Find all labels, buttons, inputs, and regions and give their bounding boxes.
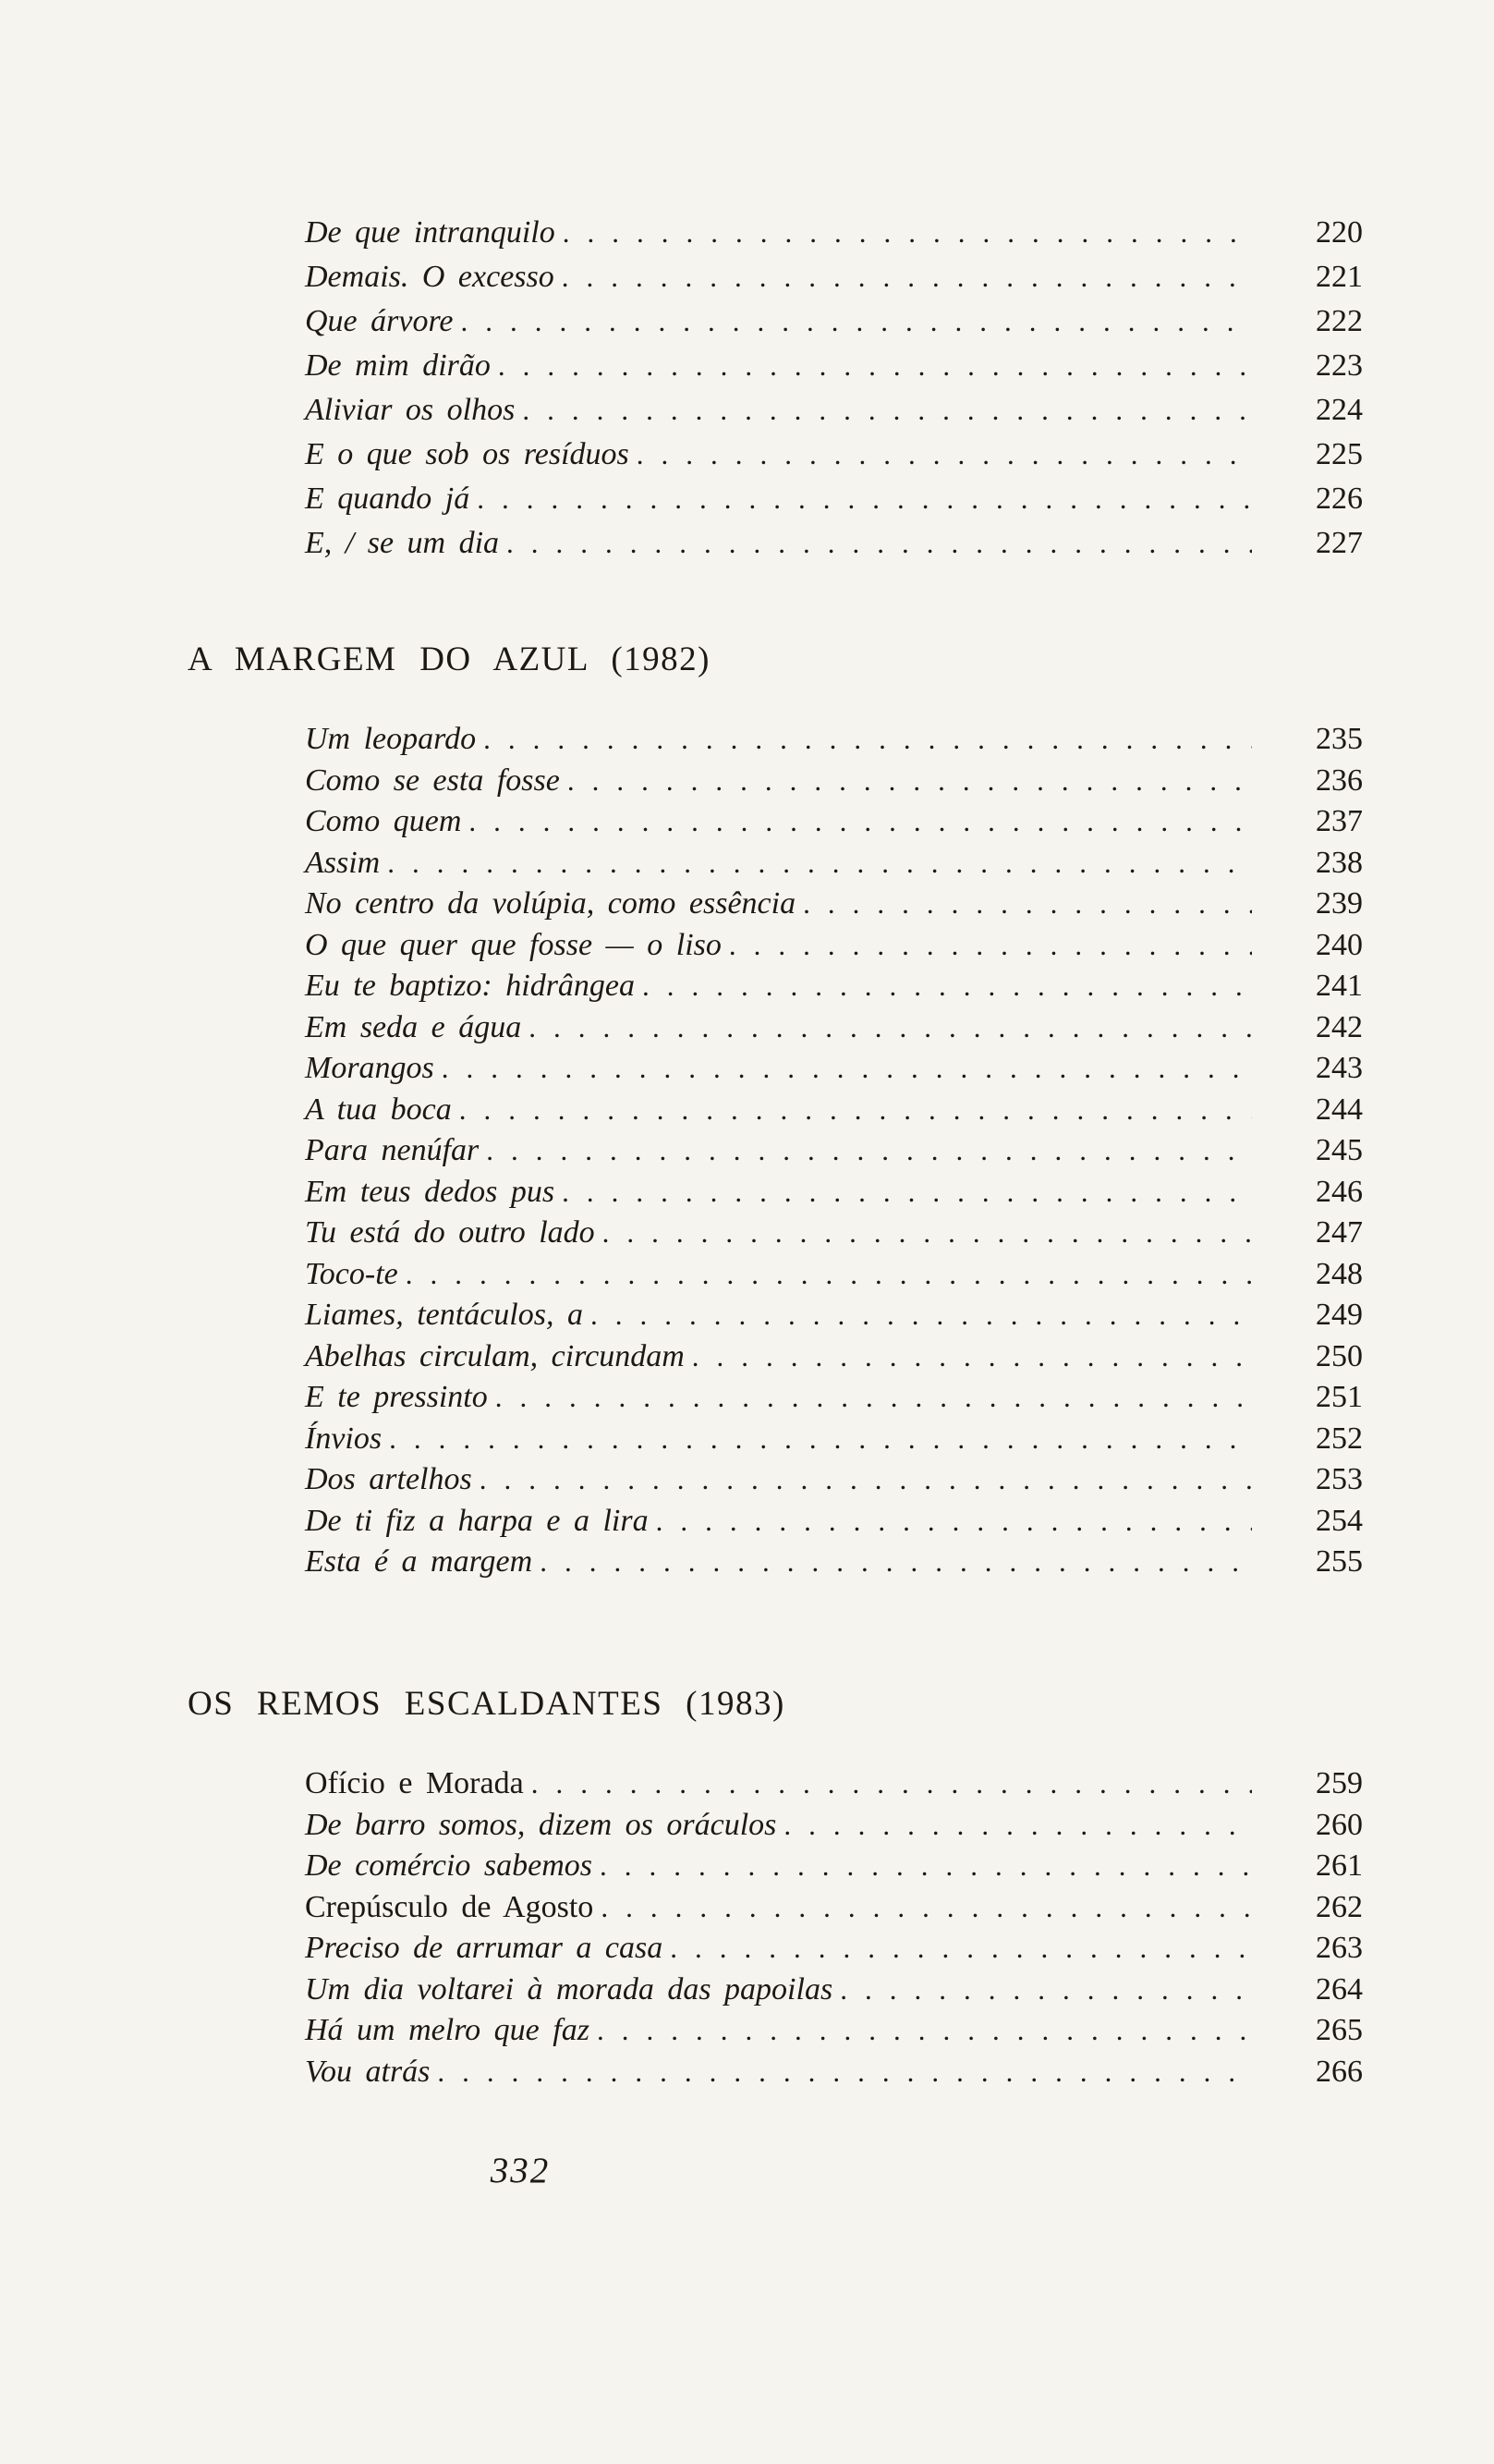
entry-page-number: 252 (1316, 1421, 1363, 1456)
entry-page-number: 255 (1316, 1544, 1363, 1579)
toc-entry (305, 2010, 1363, 2052)
dot-leader (461, 299, 1252, 344)
dot-leader (563, 211, 1252, 255)
entry-title: De mim dirão (305, 348, 491, 383)
dot-leader (540, 1542, 1252, 1583)
dot-leader (531, 1763, 1252, 1805)
dot-leader (562, 255, 1252, 299)
entry-title: E te pressinto (305, 1380, 488, 1414)
toc-entry (305, 1887, 1363, 1929)
entry-page-number: 253 (1316, 1462, 1363, 1496)
toc-entry (305, 719, 1363, 761)
toc-entry (305, 1254, 1363, 1296)
dot-leader (600, 1846, 1252, 1887)
dot-leader (522, 388, 1252, 433)
dot-leader (670, 1928, 1252, 1970)
toc-entry (305, 1377, 1363, 1419)
entry-title: Crepúsculo de Agosto (305, 1889, 594, 1924)
toc-entry (305, 344, 1363, 388)
dot-leader (437, 2052, 1252, 2093)
entry-page-number: 259 (1316, 1766, 1363, 1800)
dot-leader (692, 1336, 1252, 1378)
dot-leader (498, 344, 1252, 388)
toc-entry (305, 388, 1363, 433)
entry-page-number: 235 (1316, 722, 1363, 756)
toc-entry (305, 211, 1363, 255)
dot-leader (642, 966, 1252, 1007)
toc-entry (305, 761, 1363, 802)
entry-title: Em teus dedos pus (305, 1174, 555, 1209)
toc-entry (305, 1928, 1363, 1970)
toc-entry (305, 1501, 1363, 1543)
entry-page-number: 239 (1316, 886, 1363, 921)
dot-leader (506, 521, 1252, 566)
toc-entry (305, 1459, 1363, 1501)
dot-leader (602, 1213, 1252, 1254)
entry-title: Que árvore (305, 304, 454, 338)
toc-entry (305, 1846, 1363, 1887)
entry-title: Em seda e água (305, 1009, 522, 1044)
toc-entry (305, 843, 1363, 884)
entry-title: Um leopardo (305, 722, 477, 756)
toc-entry (305, 433, 1363, 477)
entry-page-number: 238 (1316, 845, 1363, 880)
toc-entry (305, 1048, 1363, 1090)
toc-entry (305, 299, 1363, 344)
entry-page-number: 224 (1316, 393, 1363, 427)
entry-title: Um dia voltarei à morada das papoilas (305, 1971, 833, 2007)
entry-title: Ínvios (305, 1421, 383, 1456)
entry-page-number: 260 (1316, 1807, 1363, 1842)
entry-title: O que quer que fosse — o liso (305, 927, 722, 962)
entry-title: Aliviar os olhos (305, 393, 516, 427)
toc-entry (305, 521, 1363, 566)
entry-title: Assim (305, 845, 381, 880)
entry-title: E quando já (305, 482, 470, 516)
dot-leader (495, 1377, 1252, 1419)
dot-leader (597, 2010, 1252, 2052)
entry-page-number: 254 (1316, 1503, 1363, 1538)
dot-leader (729, 925, 1252, 967)
entry-page-number: 221 (1316, 260, 1363, 294)
dot-leader (486, 1130, 1252, 1172)
section-heading: OS REMOS ESCALDANTES (1983) (188, 1685, 785, 1723)
entry-page-number: 227 (1316, 526, 1363, 560)
toc-entry (305, 1419, 1363, 1460)
entry-page-number: 266 (1316, 2054, 1363, 2089)
entry-title: Toco-te (305, 1256, 398, 1291)
entry-page-number: 223 (1316, 348, 1363, 383)
entry-page-number: 242 (1316, 1009, 1363, 1044)
entry-page-number: 246 (1316, 1174, 1363, 1209)
toc-entry (305, 1172, 1363, 1214)
entry-title: Para nenúfar (305, 1133, 480, 1167)
entry-page-number: 264 (1316, 1971, 1363, 2007)
toc-entry (305, 1213, 1363, 1254)
toc-entry (305, 477, 1363, 521)
entry-page-number: 226 (1316, 482, 1363, 516)
entry-title: Como se esta fosse (305, 762, 560, 798)
entry-page-number: 247 (1316, 1215, 1363, 1250)
entry-title: De ti fiz a harpa e a lira (305, 1503, 649, 1538)
entry-page-number: 251 (1316, 1380, 1363, 1414)
entry-title: Dos artelhos (305, 1462, 472, 1496)
entry-title: Há um melro que faz (305, 2013, 589, 2047)
entry-title: De barro somos, dizem os oráculos (305, 1807, 777, 1842)
entry-title: E, / se um dia (305, 526, 500, 560)
entry-title: No centro da volúpia, como essência (305, 886, 796, 921)
toc-entry (305, 255, 1363, 299)
toc-entry (305, 925, 1363, 967)
toc-entry-list (305, 211, 1363, 566)
entry-page-number: 222 (1316, 304, 1363, 338)
dot-leader (601, 1887, 1252, 1929)
entry-title: Esta é a margem (305, 1544, 533, 1579)
toc-entry (305, 1542, 1363, 1583)
entry-title: Eu te baptizo: hidrângea (305, 969, 636, 1003)
entry-title: De comércio sabemos (305, 1848, 592, 1883)
entry-page-number: 241 (1316, 969, 1363, 1003)
dot-leader (590, 1295, 1252, 1336)
entry-page-number: 248 (1316, 1256, 1363, 1291)
entry-page-number: 243 (1316, 1051, 1363, 1085)
dot-leader (528, 1007, 1252, 1049)
entry-title: Liames, tentáculos, a (305, 1298, 583, 1332)
entry-page-number: 245 (1316, 1133, 1363, 1167)
entry-page-number: 244 (1316, 1092, 1363, 1127)
entry-page-number: 220 (1316, 215, 1363, 250)
dot-leader (840, 1970, 1252, 2011)
dot-leader (803, 884, 1252, 925)
section-heading: A MARGEM DO AZUL (1982) (188, 640, 711, 678)
dot-leader (468, 801, 1252, 843)
dot-leader (783, 1805, 1252, 1847)
dot-leader (562, 1172, 1252, 1214)
page-number-footer: 332 (490, 2151, 551, 2190)
entry-title: De que intranquilo (305, 215, 555, 250)
dot-leader (480, 1459, 1252, 1501)
toc-entry (305, 1295, 1363, 1336)
dot-leader (567, 761, 1252, 802)
entry-page-number: 236 (1316, 762, 1363, 798)
entry-page-number: 250 (1316, 1338, 1363, 1373)
toc-entry (305, 1130, 1363, 1172)
dot-leader (442, 1048, 1252, 1090)
entry-page-number: 249 (1316, 1298, 1363, 1332)
toc-entry (305, 884, 1363, 925)
toc-entry (305, 2052, 1363, 2093)
toc-entry-list (305, 1763, 1363, 2092)
dot-leader (387, 843, 1252, 884)
entry-title: Abelhas circulam, circundam (305, 1338, 685, 1373)
entry-title: Vou atrás (305, 2054, 431, 2089)
toc-entry (305, 1805, 1363, 1847)
entry-title: Morangos (305, 1051, 434, 1085)
entry-title: A tua boca (305, 1092, 452, 1127)
entry-title: E o que sob os resíduos (305, 437, 629, 471)
entry-page-number: 225 (1316, 437, 1363, 471)
entry-page-number: 265 (1316, 2013, 1363, 2047)
toc-entry-list (305, 719, 1363, 1583)
entry-title: Preciso de arrumar a casa (305, 1931, 663, 1965)
entry-title: Como quem (305, 804, 462, 838)
dot-leader (406, 1254, 1252, 1296)
dot-leader (656, 1501, 1252, 1543)
toc-entry (305, 1336, 1363, 1378)
entry-page-number: 262 (1316, 1889, 1363, 1924)
dot-leader (459, 1090, 1252, 1131)
entry-title: Tu está do outro lado (305, 1215, 595, 1250)
dot-leader (637, 433, 1252, 477)
toc-entry (305, 1090, 1363, 1131)
entry-title: Ofício e Morada (305, 1766, 524, 1800)
entry-page-number: 263 (1316, 1931, 1363, 1965)
toc-entry (305, 801, 1363, 843)
dot-leader (483, 719, 1252, 761)
toc-entry (305, 966, 1363, 1007)
dot-leader (477, 477, 1252, 521)
dot-leader (389, 1419, 1252, 1460)
toc-entry (305, 1763, 1363, 1805)
toc-entry (305, 1007, 1363, 1049)
entry-title: Demais. O excesso (305, 260, 554, 294)
entry-page-number: 261 (1316, 1848, 1363, 1883)
entry-page-number: 240 (1316, 927, 1363, 962)
entry-page-number: 237 (1316, 804, 1363, 838)
toc-entry (305, 1970, 1363, 2011)
